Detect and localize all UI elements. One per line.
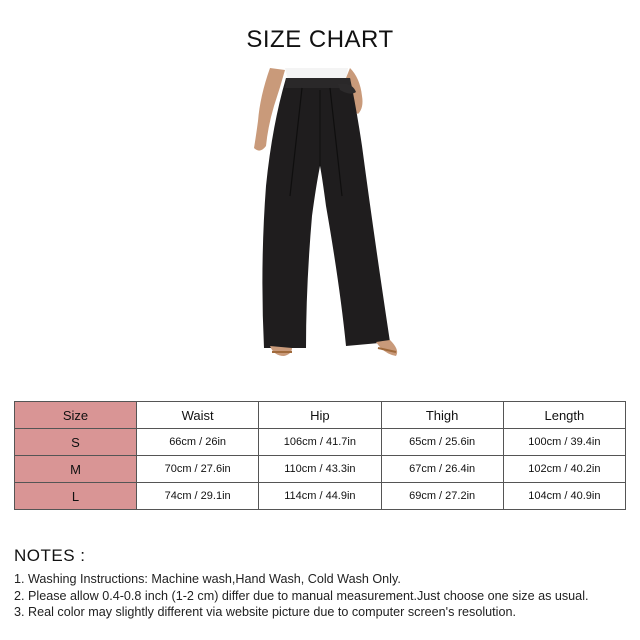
size-cell: M (15, 456, 137, 483)
table-row (15, 483, 626, 510)
wide-leg-pants-photo (230, 66, 420, 366)
waist-cell: 66cm / 26in (137, 429, 259, 456)
thigh-cell: 69cm / 27.2in (381, 483, 503, 510)
header-length: Length (503, 402, 625, 429)
notes-section (14, 546, 634, 621)
size-chart-table (14, 401, 626, 510)
page-title: SIZE CHART (246, 26, 394, 53)
table-header-row (15, 402, 626, 429)
hip-cell: 106cm / 41.7in (259, 429, 381, 456)
hip-cell: 110cm / 43.3in (259, 456, 381, 483)
note-item: 3. Real color may slightly different via website picture due to computer screen's resolution. (14, 605, 516, 619)
header-hip: Hip (259, 402, 381, 429)
header-thigh: Thigh (381, 402, 503, 429)
size-cell: S (15, 429, 137, 456)
thigh-cell: 67cm / 26.4in (381, 456, 503, 483)
hip-cell: 114cm / 44.9in (259, 483, 381, 510)
table-row (15, 429, 626, 456)
product-photo (230, 66, 420, 366)
table-row (15, 456, 626, 483)
length-cell: 102cm / 40.2in (503, 456, 625, 483)
note-item: 1. Washing Instructions: Machine wash,Hand Wash, Cold Wash Only. (14, 572, 401, 586)
length-cell: 100cm / 39.4in (503, 429, 625, 456)
header-waist: Waist (137, 402, 259, 429)
length-cell: 104cm / 40.9in (503, 483, 625, 510)
waist-cell: 74cm / 29.1in (137, 483, 259, 510)
thigh-cell: 65cm / 25.6in (381, 429, 503, 456)
waist-cell: 70cm / 27.6in (137, 456, 259, 483)
size-cell: L (15, 483, 137, 510)
note-item: 2. Please allow 0.4-0.8 inch (1-2 cm) differ due to manual measurement.Just choose one size as usual. (14, 588, 589, 603)
header-size: Size (15, 402, 137, 429)
notes-heading: NOTES : (14, 546, 86, 565)
